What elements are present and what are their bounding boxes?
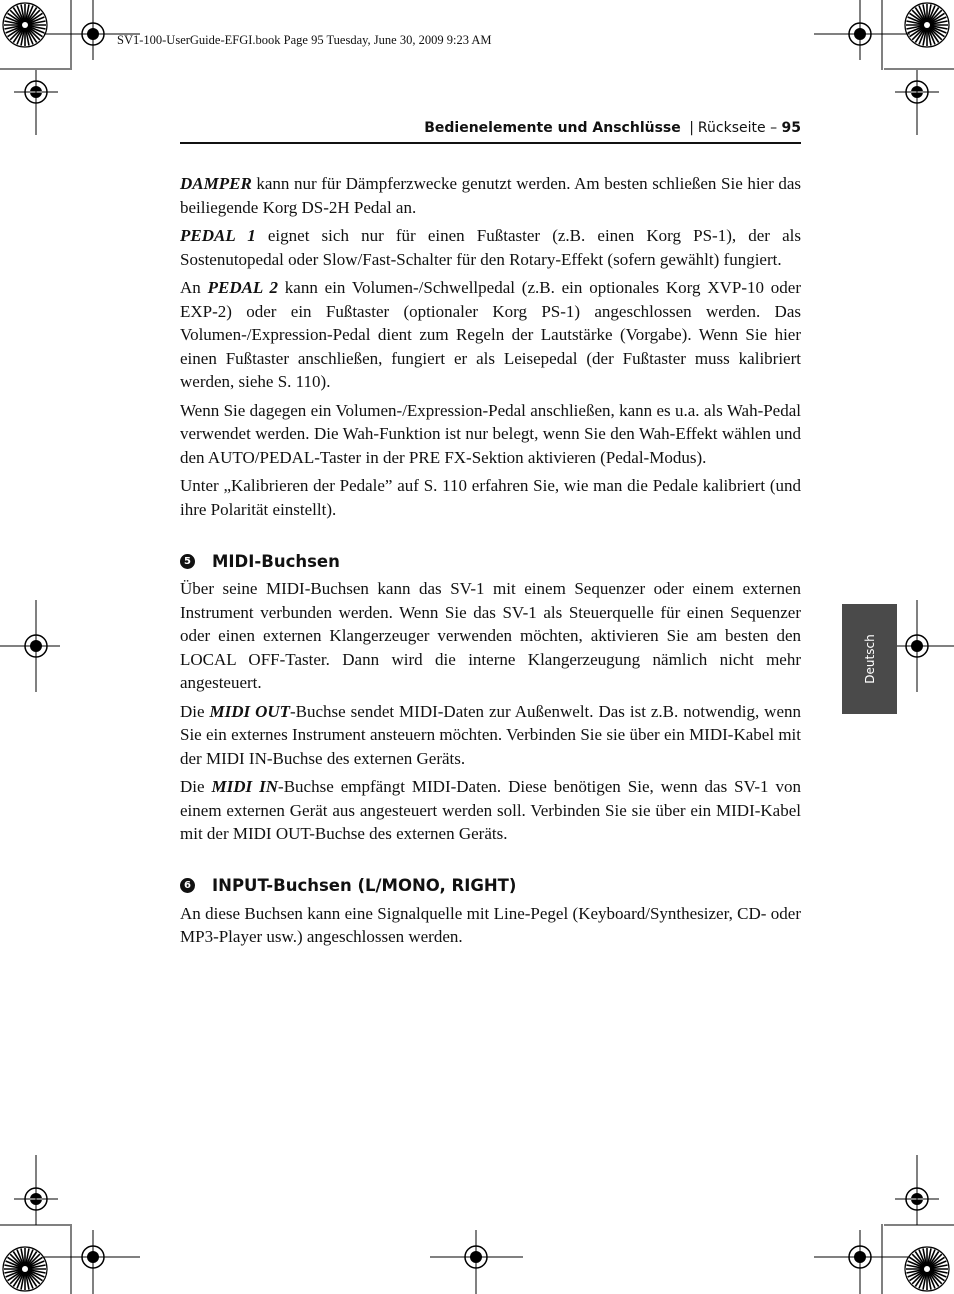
header-subsection: Rückseite xyxy=(697,120,766,136)
paragraph-lead: Die xyxy=(180,701,210,721)
term-pedal-1: PEDAL 1 xyxy=(180,226,256,245)
section-heading-input xyxy=(180,874,801,898)
paragraph-text: kann nur für Dämpferzwecke genutzt werden. Am besten schließen Sie hier das beiliegende Korg DS-2H Pedal an. xyxy=(180,174,801,217)
term-pedal-2: PEDAL 2 xyxy=(207,278,278,297)
main-content xyxy=(180,172,801,949)
paragraph-lead: An xyxy=(180,278,208,297)
paragraph-text: -Buchse sendet MIDI-Daten zur Außenwelt. Das ist z.B. notwendig, wenn Sie ein externes Instrument ansteuern möchten. Verbinden Sie sie über ein MIDI-Kabel mit der MIDI IN-Buchse des externen Geräts. xyxy=(180,701,802,768)
star-target-bottom-right xyxy=(905,1247,949,1291)
page-number: 95 xyxy=(781,120,801,136)
section-heading-midi xyxy=(180,549,801,573)
header-separator: | xyxy=(689,120,694,136)
paragraph-input: An diese Buchsen kann eine Signalquelle mit Line-Pegel (Keyboard/Synthesizer, CD- oder MP3-Player usw.) angeschlossen werden. xyxy=(180,903,801,946)
term-midi-in: MIDI IN xyxy=(211,777,279,796)
file-info: SV1-100-UserGuide-EFGI.book Page 95 Tuesday, June 30, 2009 9:23 AM xyxy=(117,33,492,47)
paragraph-text: -Buchse empfängt MIDI-Daten. Diese benötigen Sie, wenn das SV-1 von einem externen Gerät aus angesteuert werden soll. Verbinden Sie sie über ein MIDI-Kabel mit der MIDI OUT-Buchse des externen Geräts. xyxy=(180,777,801,843)
star-target-bottom-left xyxy=(3,1247,47,1291)
star-target-top-left xyxy=(3,3,47,47)
paragraph-damper xyxy=(180,172,801,219)
section-number-badge: 5 xyxy=(180,554,195,569)
paragraph-text: eignet sich nur für einen Fußtaster (z.B. einen Korg PS-1), der als Sostenutopedal oder Slow/Fast-Schalter für den Rotary-Effekt (sofern gewählt) fungiert. xyxy=(180,226,801,269)
paragraph-pedal-1 xyxy=(180,224,801,271)
paragraph-text: kann ein Volumen-/Schwellpedal (z.B. ein optionales Korg XVP-10 oder EXP-2) oder ein Fußtaster (optionaler Korg PS-1) angeschlossen werden. Das Volumen-/Expression-Pedal dient zum Regeln der Lautstärke (Vorgabe). Wenn Sie hier einen Fußtaster anschließen, fungiert er als Leisepedal (der Fußtaster muss kalibriert werden, siehe S. 110). xyxy=(180,278,802,391)
paragraph-lead: Die xyxy=(180,777,212,796)
paragraph-midi-in xyxy=(180,775,801,846)
paragraph-wah-pedal: Wenn Sie dagegen ein Volumen-/Expression-Pedal anschließen, kann es u.a. als Wah-Pedal verwendet werden. Die Wah-Funktion ist nur belegt, wenn Sie den Wah-Effekt wählen und den AUTO/PEDAL-Taster in der PRE FX-Sektion aktivieren (Pedal-Modus). xyxy=(180,400,801,467)
language-tab xyxy=(842,604,897,714)
paragraph-midi-intro: Über seine MIDI-Buchsen kann das SV-1 mit einem Sequenzer oder einem externen Instrument verbunden werden. Wenn Sie das SV-1 als Steuerquelle für einen Sequenzer oder einen externen Klangerzeuger verwenden möchten, aktivieren Sie am besten den LOCAL OFF-Taster. Dann wird die interne Klangerzeugung nämlich nicht mehr angesteuert. xyxy=(180,579,801,692)
paragraph-calibration: Unter „Kalibrieren der Pedale” auf S. 110 erfahren Sie, wie man die Pedale kalibriert (und ihre Polarität einstellt). xyxy=(180,476,801,519)
section-number-badge: 6 xyxy=(180,878,195,893)
paragraph-pedal-2 xyxy=(180,276,801,394)
term-damper: DAMPER xyxy=(180,174,252,193)
header-dash: – xyxy=(770,120,778,136)
term-midi-out: MIDI OUT xyxy=(209,701,291,721)
paragraph-midi-out xyxy=(180,700,801,771)
header-section: Bedienelemente und Anschlüsse xyxy=(424,120,681,136)
star-target-top-right xyxy=(905,3,949,47)
header-rule xyxy=(180,142,801,144)
section-title: INPUT-Buchsen (L/MONO, RIGHT) xyxy=(212,876,517,895)
language-tab-label: Deutsch xyxy=(862,634,877,684)
section-title: MIDI-Buchsen xyxy=(212,551,340,571)
running-header xyxy=(180,119,801,137)
